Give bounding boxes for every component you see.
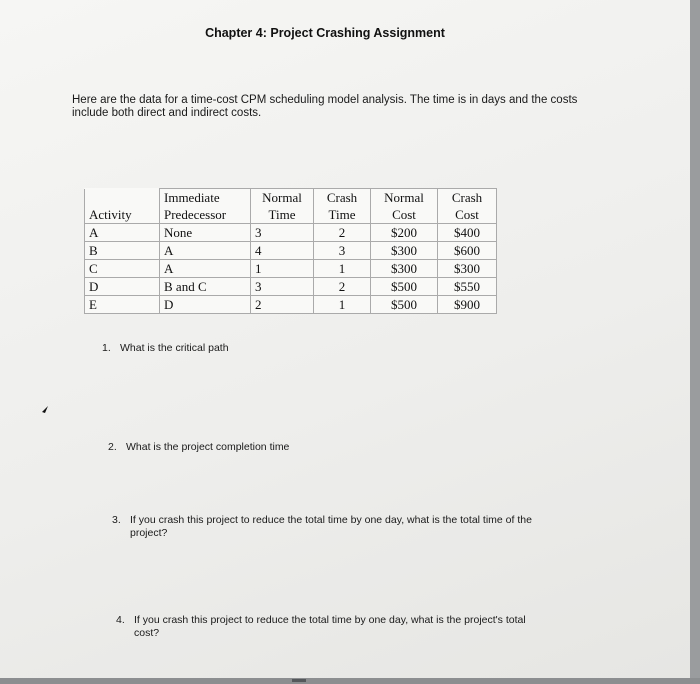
cell-predecessor: D [160, 296, 251, 314]
cell-normal-cost: $200 [371, 224, 438, 242]
header-activity-line1 [85, 189, 160, 207]
header-normal-time-line1: Normal [251, 189, 314, 207]
cell-activity: E [85, 296, 160, 314]
header-predecessor-line1: Immediate [160, 189, 251, 207]
table-header-row-1 [85, 189, 497, 207]
desk-edge [0, 678, 700, 684]
question-2 [108, 441, 289, 454]
table-header-row-2 [85, 206, 497, 224]
cell-crash-time: 2 [314, 224, 371, 242]
cell-normal-cost: $500 [371, 278, 438, 296]
cell-crash-time: 1 [314, 296, 371, 314]
cell-normal-time: 3 [251, 224, 314, 242]
cell-normal-time: 3 [251, 278, 314, 296]
header-normal-time-line2: Time [251, 206, 314, 224]
cell-activity: B [85, 242, 160, 260]
header-activity-line2: Activity [85, 206, 160, 224]
page-title: Chapter 4: Project Crashing Assignment [205, 26, 445, 40]
cell-normal-time: 1 [251, 260, 314, 278]
cell-crash-cost: $900 [438, 296, 497, 314]
question-3 [112, 514, 532, 540]
header-normal-cost-line1: Normal [371, 189, 438, 207]
table-row [85, 278, 497, 296]
question-number: 3. [112, 514, 121, 526]
header-normal-cost-line2: Cost [371, 206, 438, 224]
header-crash-cost-line1: Crash [438, 189, 497, 207]
mouse-cursor-icon [36, 404, 50, 418]
table-row [85, 242, 497, 260]
question-text-continued: cost? [134, 627, 160, 639]
table-row [85, 296, 497, 314]
cell-predecessor: None [160, 224, 251, 242]
bottom-marker [292, 679, 306, 682]
question-text: If you crash this project to reduce the total time by one day, what is the total time of the [130, 514, 532, 526]
table-row [85, 260, 497, 278]
question-4 [116, 614, 526, 640]
cell-predecessor: A [160, 242, 251, 260]
header-crash-time-line1: Crash [314, 189, 371, 207]
question-number: 4. [116, 614, 125, 626]
cell-activity: A [85, 224, 160, 242]
question-text: If you crash this project to reduce the total time by one day, what is the project's total [134, 614, 526, 626]
cell-activity: D [85, 278, 160, 296]
question-text: What is the critical path [120, 342, 229, 354]
table-row [85, 224, 497, 242]
activity-table [84, 188, 497, 314]
header-predecessor-line2: Predecessor [160, 206, 251, 224]
cell-normal-cost: $300 [371, 242, 438, 260]
cell-crash-cost: $400 [438, 224, 497, 242]
cell-normal-cost: $500 [371, 296, 438, 314]
cell-predecessor: B and C [160, 278, 251, 296]
cell-predecessor: A [160, 260, 251, 278]
question-1 [102, 342, 229, 355]
question-text-continued: project? [130, 527, 168, 539]
cell-normal-time: 2 [251, 296, 314, 314]
cell-crash-cost: $600 [438, 242, 497, 260]
cell-normal-cost: $300 [371, 260, 438, 278]
cell-normal-time: 4 [251, 242, 314, 260]
header-crash-time-line2: Time [314, 206, 371, 224]
question-text: What is the project completion time [126, 441, 290, 453]
cell-crash-time: 3 [314, 242, 371, 260]
question-number: 1. [102, 342, 111, 354]
question-number: 2. [108, 441, 117, 453]
cell-crash-time: 2 [314, 278, 371, 296]
cell-crash-cost: $300 [438, 260, 497, 278]
intro-paragraph: Here are the data for a time-cost CPM scheduling model analysis. The time is in days and the costs include both direct and indirect costs. [72, 94, 578, 119]
cell-crash-time: 1 [314, 260, 371, 278]
cell-activity: C [85, 260, 160, 278]
cell-crash-cost: $550 [438, 278, 497, 296]
header-crash-cost-line2: Cost [438, 206, 497, 224]
